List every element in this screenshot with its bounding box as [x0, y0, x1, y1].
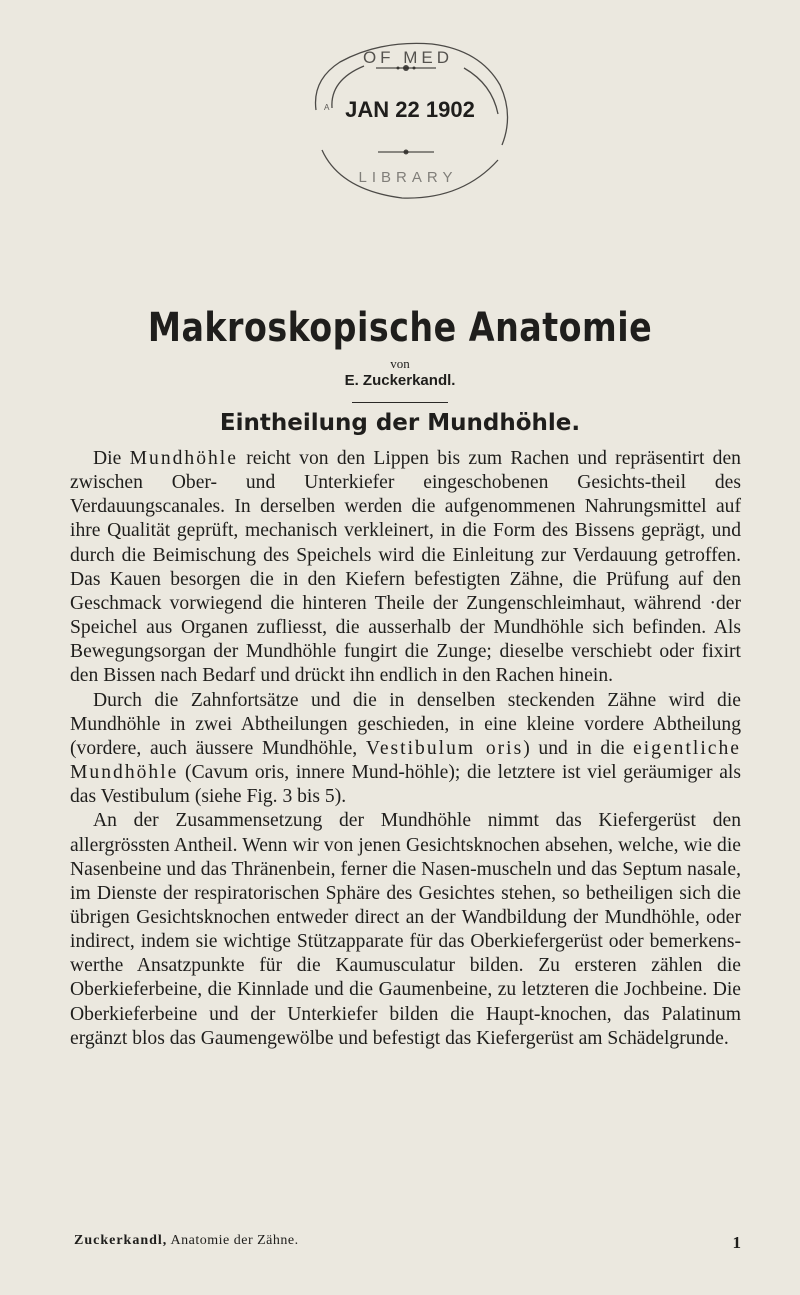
document-title: Makroskopische Anatomie — [147, 304, 653, 351]
page-number: 1 — [732, 1233, 741, 1252]
paragraph-2-post: (Cavum oris, innere Mund-höhle); die letztere ist viel geräumiger als das Vestibulum (siehe Fig. 3 bis 5). — [70, 762, 741, 808]
footer-author: Zuckerkandl, — [74, 1233, 168, 1248]
stamp-graphic — [302, 40, 514, 210]
svg-text:ᴬ: ᴬ — [324, 102, 330, 116]
title-rule — [352, 402, 448, 403]
section-heading: Eintheilung der Mundhöhle. — [219, 410, 581, 436]
body-text — [70, 447, 741, 1051]
term-eigentliche-mundhoehle: eigentliche Mundhöhle — [70, 737, 741, 784]
footer-reference — [74, 1233, 299, 1253]
stamp-bottom-text: LIBRARY — [358, 169, 458, 186]
paragraph-1-text: reicht von den Lippen bis zum Rachen und repräsentirt den zwischen Ober- und Unterkiefer eingeschobenen Gesichts-theil des Verdauungscanales. In derselben werden die aufgenommenen Nahrungsmittel auf ihre Qualität geprüft, mechanisch verkleinert, in die Form des Bissens geprägt, und durch die Beimischung des Speichels wird die Einleitung zur Verdauung getroffen. Das Kauen besorgen die in den Kiefern befestigten Zähne, die Prüfung auf den Geschmack vorwiegend die hinteren Theile der Zungenschleimhaut, während ·der Speichel aus Organen zufliesst, die ausserhalb der Mundhöhle sich befinden. Als Bewegungsorgan der Mundhöhle fungirt die Zunge; dieselbe verschiebt oder fixirt den Bissen nach Bedarf und drückt ihn endlich in den Rachen hinein. — [70, 448, 741, 687]
stamp-date: JAN 22 1902 — [345, 97, 475, 122]
stamp-top-text: OF MED — [362, 48, 454, 67]
paragraph-3: An der Zusammensetzung der Mundhöhle nimmt das Kiefergerüst den allergrössten Antheil. Wenn wir von jenen Gesichtsknochen absehen, welche, wie die Nasenbeine und das Thränenbein, ferner die Nasen-muscheln und das Septum nasale, im Dienste der respiratorischen Sphäre des Gesichtes stehen, so betheiligen sich die übrigen Gesichtsknochen entweder direct an der Wandbildung der Mundhöhle, oder indirect, indem sie wichtige Stützapparate für das Oberkiefergerüst oder bemerkens-werthe Ansatzpunkte für die Kaumusculatur bilden. Zu ersteren zählen die Oberkieferbeine, die Kinnlade und die Gaumenbeine, zu letzteren die Jochbeine. Die Oberkieferbeine und der Unterkiefer bilden die Haupt-knochen, das Palatinum ergänzt blos das Gaumengewölbe und befestigt das Kiefergerüst am Schädelgrunde. — [70, 810, 741, 1049]
page-footer — [74, 1233, 741, 1253]
library-stamp — [302, 40, 514, 210]
footer-book-title: Anatomie der Zähne. — [167, 1233, 299, 1248]
byline-von: von — [390, 356, 410, 371]
paragraph-2-pre: Durch die Zahnfortsätze und die in denselben steckenden Zähne wird die Mundhöhle in zwei Abtheilungen geschieden, in eine kleine vordere Abtheilung (vordere, auch äussere Mundhöhle, — [70, 689, 741, 759]
term-vestibulum-oris: Vestibulum oris — [365, 737, 524, 759]
term-mundhoehle: Mundhöhle — [129, 448, 238, 469]
paragraph-1-pre: Die — [93, 448, 130, 469]
paragraph-1 — [70, 447, 741, 689]
paragraph-2 — [70, 689, 741, 810]
paragraph-2-mid: ) und in die — [523, 737, 634, 759]
author-name: E. Zuckerkandl. — [344, 372, 456, 389]
